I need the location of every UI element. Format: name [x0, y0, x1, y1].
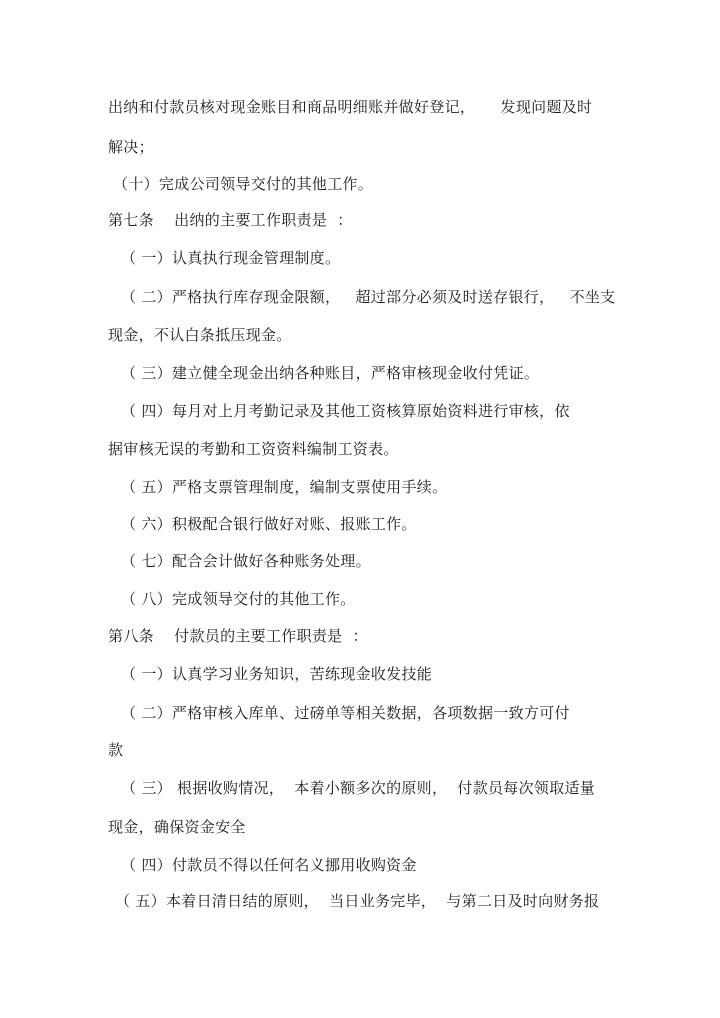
- text-line-19: （ 三） 根据收购情况， 本着小额多次的原则， 付款员每次领取适量: [121, 779, 596, 797]
- text-line-18: 款: [108, 741, 124, 759]
- text-line-11: （ 五）严格支票管理制度，编制支票使用手续。: [121, 478, 448, 496]
- article-heading-7: 第七条 出纳的主要工作职责是 ：: [108, 211, 353, 229]
- text-line-12: （ 六）积极配合银行做好对账、报账工作。: [121, 515, 417, 533]
- text-line-9: （ 四）每月对上月考勤记录及其他工资核算原始资料进行审核，依: [121, 402, 570, 420]
- text-line-6: （ 二）严格执行库存现金限额， 超过部分必须及时送存银行， 不坐支: [121, 288, 616, 306]
- text-line-2: 解决；: [108, 138, 154, 156]
- text-line-13: （ 七）配合会计做好各种账务处理。: [121, 552, 371, 570]
- text-line-7: 现金，不认白条抵压现金。: [108, 326, 292, 344]
- text-line-17: （ 二）严格审核入库单、过磅单等相关数据，各项数据一致方可付: [121, 704, 570, 722]
- text-line-22: （ 五）本着日清日结的原则， 当日业务完毕， 与第二日及时向财务报: [115, 892, 600, 910]
- text-line-1: 出纳和付款员核对现金账目和商品明细账并做好登记， 发现问题及时: [108, 98, 593, 116]
- text-line-10: 据审核无误的考勤和工资资料编制工资表。: [108, 440, 399, 458]
- text-line-21: （ 四）付款员不得以任何名义挪用收购资金: [121, 856, 417, 874]
- text-line-5: （ 一）认真执行现金管理制度。: [121, 249, 341, 267]
- text-line-20: 现金，确保资金安全: [108, 818, 246, 836]
- text-line-8: （ 三）建立健全现金出纳各种账目，严格审核现金收付凭证。: [121, 364, 540, 382]
- text-line-3: （十）完成公司领导交付的其他工作。: [113, 175, 374, 193]
- text-line-14: （ 八）完成领导交付的其他工作。: [121, 590, 356, 608]
- text-line-16: （ 一）认真学习业务知识，苦练现金收发技能: [121, 665, 433, 683]
- article-heading-8: 第八条 付款员的主要工作职责是 ：: [108, 627, 368, 645]
